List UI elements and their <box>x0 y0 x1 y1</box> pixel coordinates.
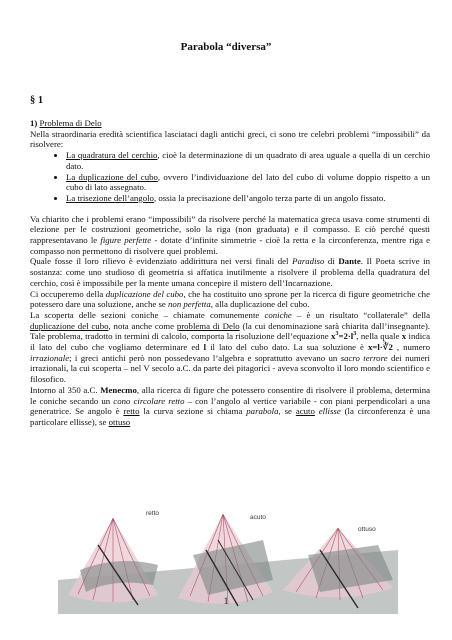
equation: $x^3=2\cdot l^3$ <box>331 331 357 342</box>
paragraph-conics: La scoperta delle sezioni coniche – chiamate comunemente coniche – è un risultato “collaterale” della duplicazione del cubo, nota anche come problema di Delo (la cui denominazione sarà chiarita dall’insegnante). Tale problema, tradotto in termini di calcolo, comporta la risoluzione dell’equazione $x^3=2\cdot l^3$, nella quale x indica il lato del cubo che vogliamo determinare ed l il lato del cubo dato. La sua soluzione è x=l·∛2 , numero irrazionale; i greci antichi però non possedevano l’algebra e soprattutto avevano un sacro terrore dei numeri irrazionali, la cui scoperta – nel V secolo a.C. da parte dei pitagorici - aveva sconvolto il loro mondo scientifico e filosofico. <box>30 309 430 385</box>
section-heading: § 1 <box>30 95 44 106</box>
intro-paragraph: Nella straordinaria eredità scientifica lasciataci dagli antichi greci, ci sono tre celebri problemi “impossibili” da risolvere: <box>30 128 430 150</box>
paragraph-menecmo: Intorno al 350 a.C. Menecmo, alla ricerca di figure che potessero consentire di risolvere il problema, determina le coniche secando un cono circolare retto – con l’angolo al vertice variabile - con piani perpendicolari a una generatrice. Se angolo è retto la curva sezione si chiama parabola, se acuto ellisse (la circonferenza è una particolare ellisse), se ottuso <box>30 384 430 427</box>
paragraph-dante: Quale fosse il loro rilievo è evidenziato addirittura nei versi finali del Paradiso di Dante. Il Poeta scrive in sostanza: come uno studioso di geometria si affatica inutilmente a risolvere il problema della quadratura del cerchio, così è impossibile per la mente umana concepire il mistero dell’Incarnazione. <box>30 256 430 288</box>
label-ottuso: ottuso <box>358 526 376 533</box>
cone-retto <box>68 518 158 605</box>
document-title: Parabola “diversa” <box>180 41 272 53</box>
subheading <box>30 118 430 129</box>
paragraph-duplication: Ci occuperemo della duplicazione del cubo, che ha costituito uno sprone per la ricerca di figure geometriche che potessero dare una soluzione, anche se non perfetta, alla duplicazione del cubo. <box>30 288 430 310</box>
label-retto: retto <box>146 510 160 517</box>
list-item-link: La trisezione dell’angolo <box>66 192 154 203</box>
page-number: 1 <box>223 596 229 606</box>
subheading-title: Problema di Delo <box>39 118 102 128</box>
problems-list <box>30 150 430 204</box>
label-acuto: acuto <box>250 514 266 521</box>
list-item-text: , ossia la precisazione dell’angolo terza parte di un angolo fissato. <box>153 192 386 203</box>
cone-acuto <box>178 514 273 606</box>
list-item-text: , ovvero l’individuazione del lato del cubo di volume doppio rispetto a un cubo di lato assegnato. <box>66 171 430 193</box>
paragraph-tools: Va chiarito che i problemi erano “impossibili” da risolvere perché la matematica greca usava come strumenti di elezione per le costruzioni geometriche, solo la riga (non graduata) e il compasso. E ciò perché questi rappresentavano le figure perfette - dotate d’infinite simmetrie - cioè la retta e la circonferenza, mentre riga e compasso non permettono di risolvere quei problemi. <box>30 213 430 256</box>
solution: x=l·∛2 <box>367 342 393 353</box>
subheading-number: 1) <box>30 118 38 128</box>
document-body <box>30 118 430 428</box>
list-item <box>66 150 430 171</box>
list-item-link: La duplicazione del cubo <box>66 171 158 182</box>
list-item <box>66 172 430 193</box>
list-item-link: La quadratura del cerchio <box>66 150 158 161</box>
list-item <box>66 193 430 204</box>
list-item-text: , cioè la determinazione di un quadrato di area uguale a quella di un cerchio dato. <box>66 150 430 171</box>
